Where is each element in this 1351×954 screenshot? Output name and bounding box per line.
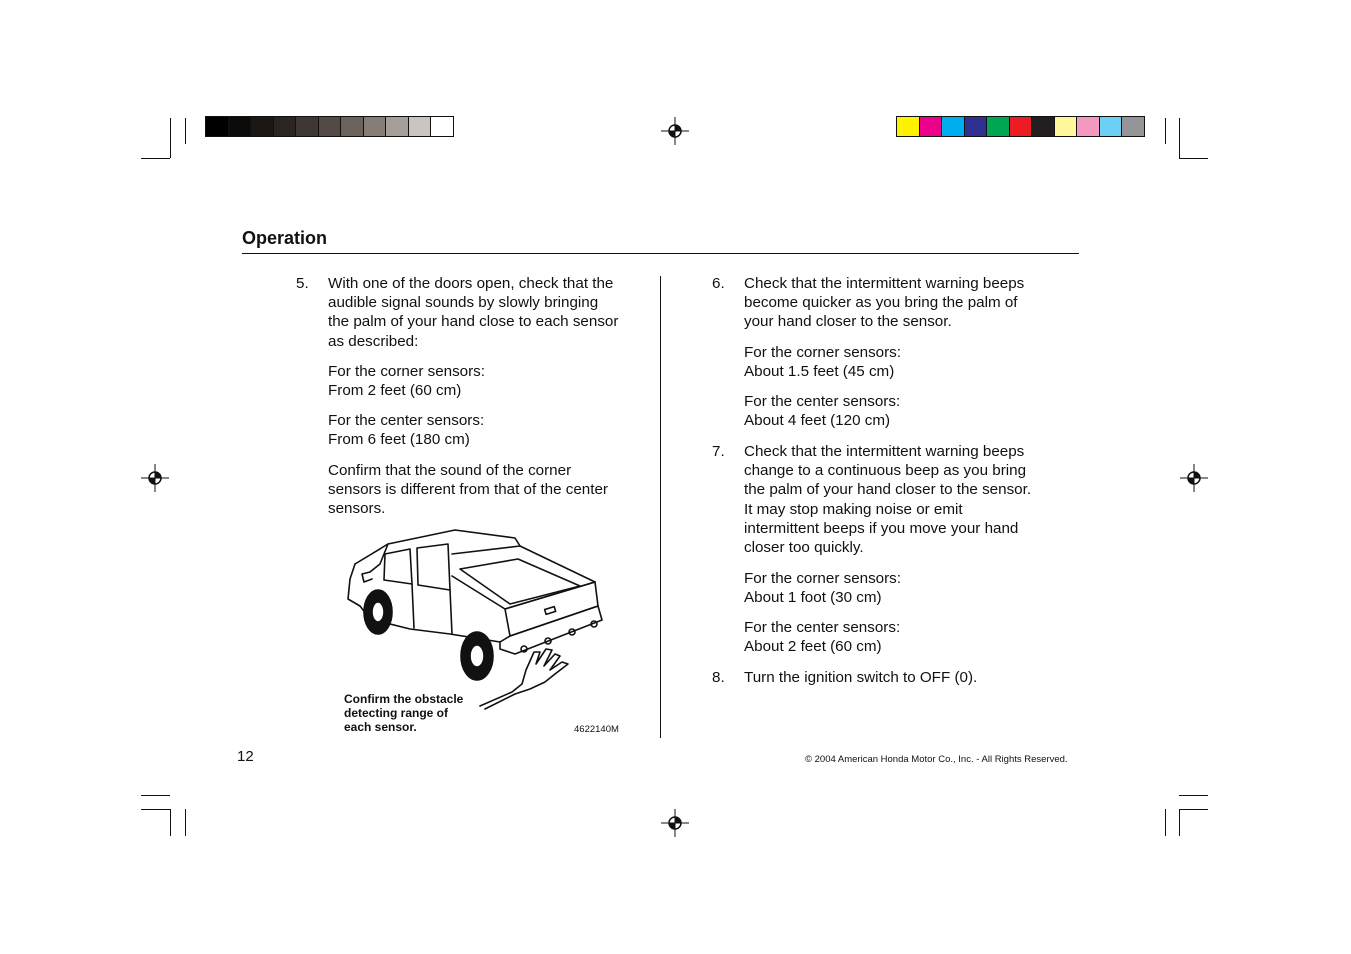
- copyright-notice: © 2004 American Honda Motor Co., Inc. - All Rights Reserved.: [805, 754, 1068, 765]
- color-swatch: [1010, 117, 1033, 136]
- step-note: Confirm that the sound of the corner sensors is different from that of the center sensors.: [328, 462, 608, 518]
- color-swatch: [1055, 117, 1078, 136]
- gray-swatch: [431, 117, 453, 136]
- step-text: Check that the intermittent warning beeps change to a continuous beep as you bring the palm of your hand closer to the sensor. It may stop making noise or emit intermittent beeps if you move your hand closer too quickly.: [744, 443, 1032, 557]
- registration-target-icon: [661, 117, 689, 145]
- gray-swatch: [229, 117, 252, 136]
- color-swatch: [920, 117, 943, 136]
- gray-swatch: [341, 117, 364, 136]
- truck-sensor-illustration: [340, 524, 630, 714]
- step-text: Turn the ignition switch to OFF (0).: [744, 669, 978, 686]
- step-number: 7.: [712, 443, 725, 460]
- gray-swatch: [364, 117, 387, 136]
- registration-target-icon: [661, 809, 689, 837]
- color-swatch: [1032, 117, 1055, 136]
- corner-sensor-range: For the corner sensors: From 2 feet (60 cm): [328, 363, 485, 400]
- gray-swatch: [386, 117, 409, 136]
- gray-swatch: [274, 117, 297, 136]
- column-divider: [660, 276, 661, 738]
- page-number: 12: [237, 748, 254, 765]
- color-swatch: [1077, 117, 1100, 136]
- gray-color-bar: [205, 116, 454, 137]
- gray-swatch: [296, 117, 319, 136]
- center-sensor-range: For the center sensors: From 6 feet (180 cm): [328, 412, 485, 449]
- step-number: 6.: [712, 275, 725, 292]
- color-swatch: [897, 117, 920, 136]
- gray-swatch: [251, 117, 274, 136]
- color-swatch: [987, 117, 1010, 136]
- color-swatch: [1100, 117, 1123, 136]
- registration-target-icon: [1180, 464, 1208, 492]
- step-number: 8.: [712, 669, 725, 686]
- color-swatch: [965, 117, 988, 136]
- color-swatch: [942, 117, 965, 136]
- step-number: 5.: [296, 275, 309, 292]
- section-title: Operation: [242, 228, 328, 248]
- corner-sensor-range: For the corner sensors: About 1.5 feet (45 cm): [744, 344, 901, 381]
- color-swatch: [1122, 117, 1144, 136]
- step-text: Check that the intermittent warning beeps become quicker as you bring the palm of your hand closer to the sensor.: [744, 275, 1025, 331]
- gray-swatch: [319, 117, 342, 136]
- gray-swatch: [409, 117, 432, 136]
- header-rule: [242, 253, 1079, 254]
- cmyk-color-bar: [896, 116, 1145, 137]
- center-sensor-range: For the center sensors: About 4 feet (120 cm): [744, 393, 901, 430]
- registration-target-icon: [141, 464, 169, 492]
- corner-sensor-range: For the corner sensors: About 1 foot (30 cm): [744, 570, 901, 607]
- center-sensor-range: For the center sensors: About 2 feet (60 cm): [744, 619, 901, 656]
- step-text: With one of the doors open, check that the audible signal sounds by slowly bringing the palm of your hand close to each sensor as described:: [328, 275, 619, 350]
- figure-id: 4622140M: [574, 724, 619, 735]
- gray-swatch: [206, 117, 229, 136]
- figure-caption: Confirm the obstacle detecting range of each sensor.: [344, 692, 464, 734]
